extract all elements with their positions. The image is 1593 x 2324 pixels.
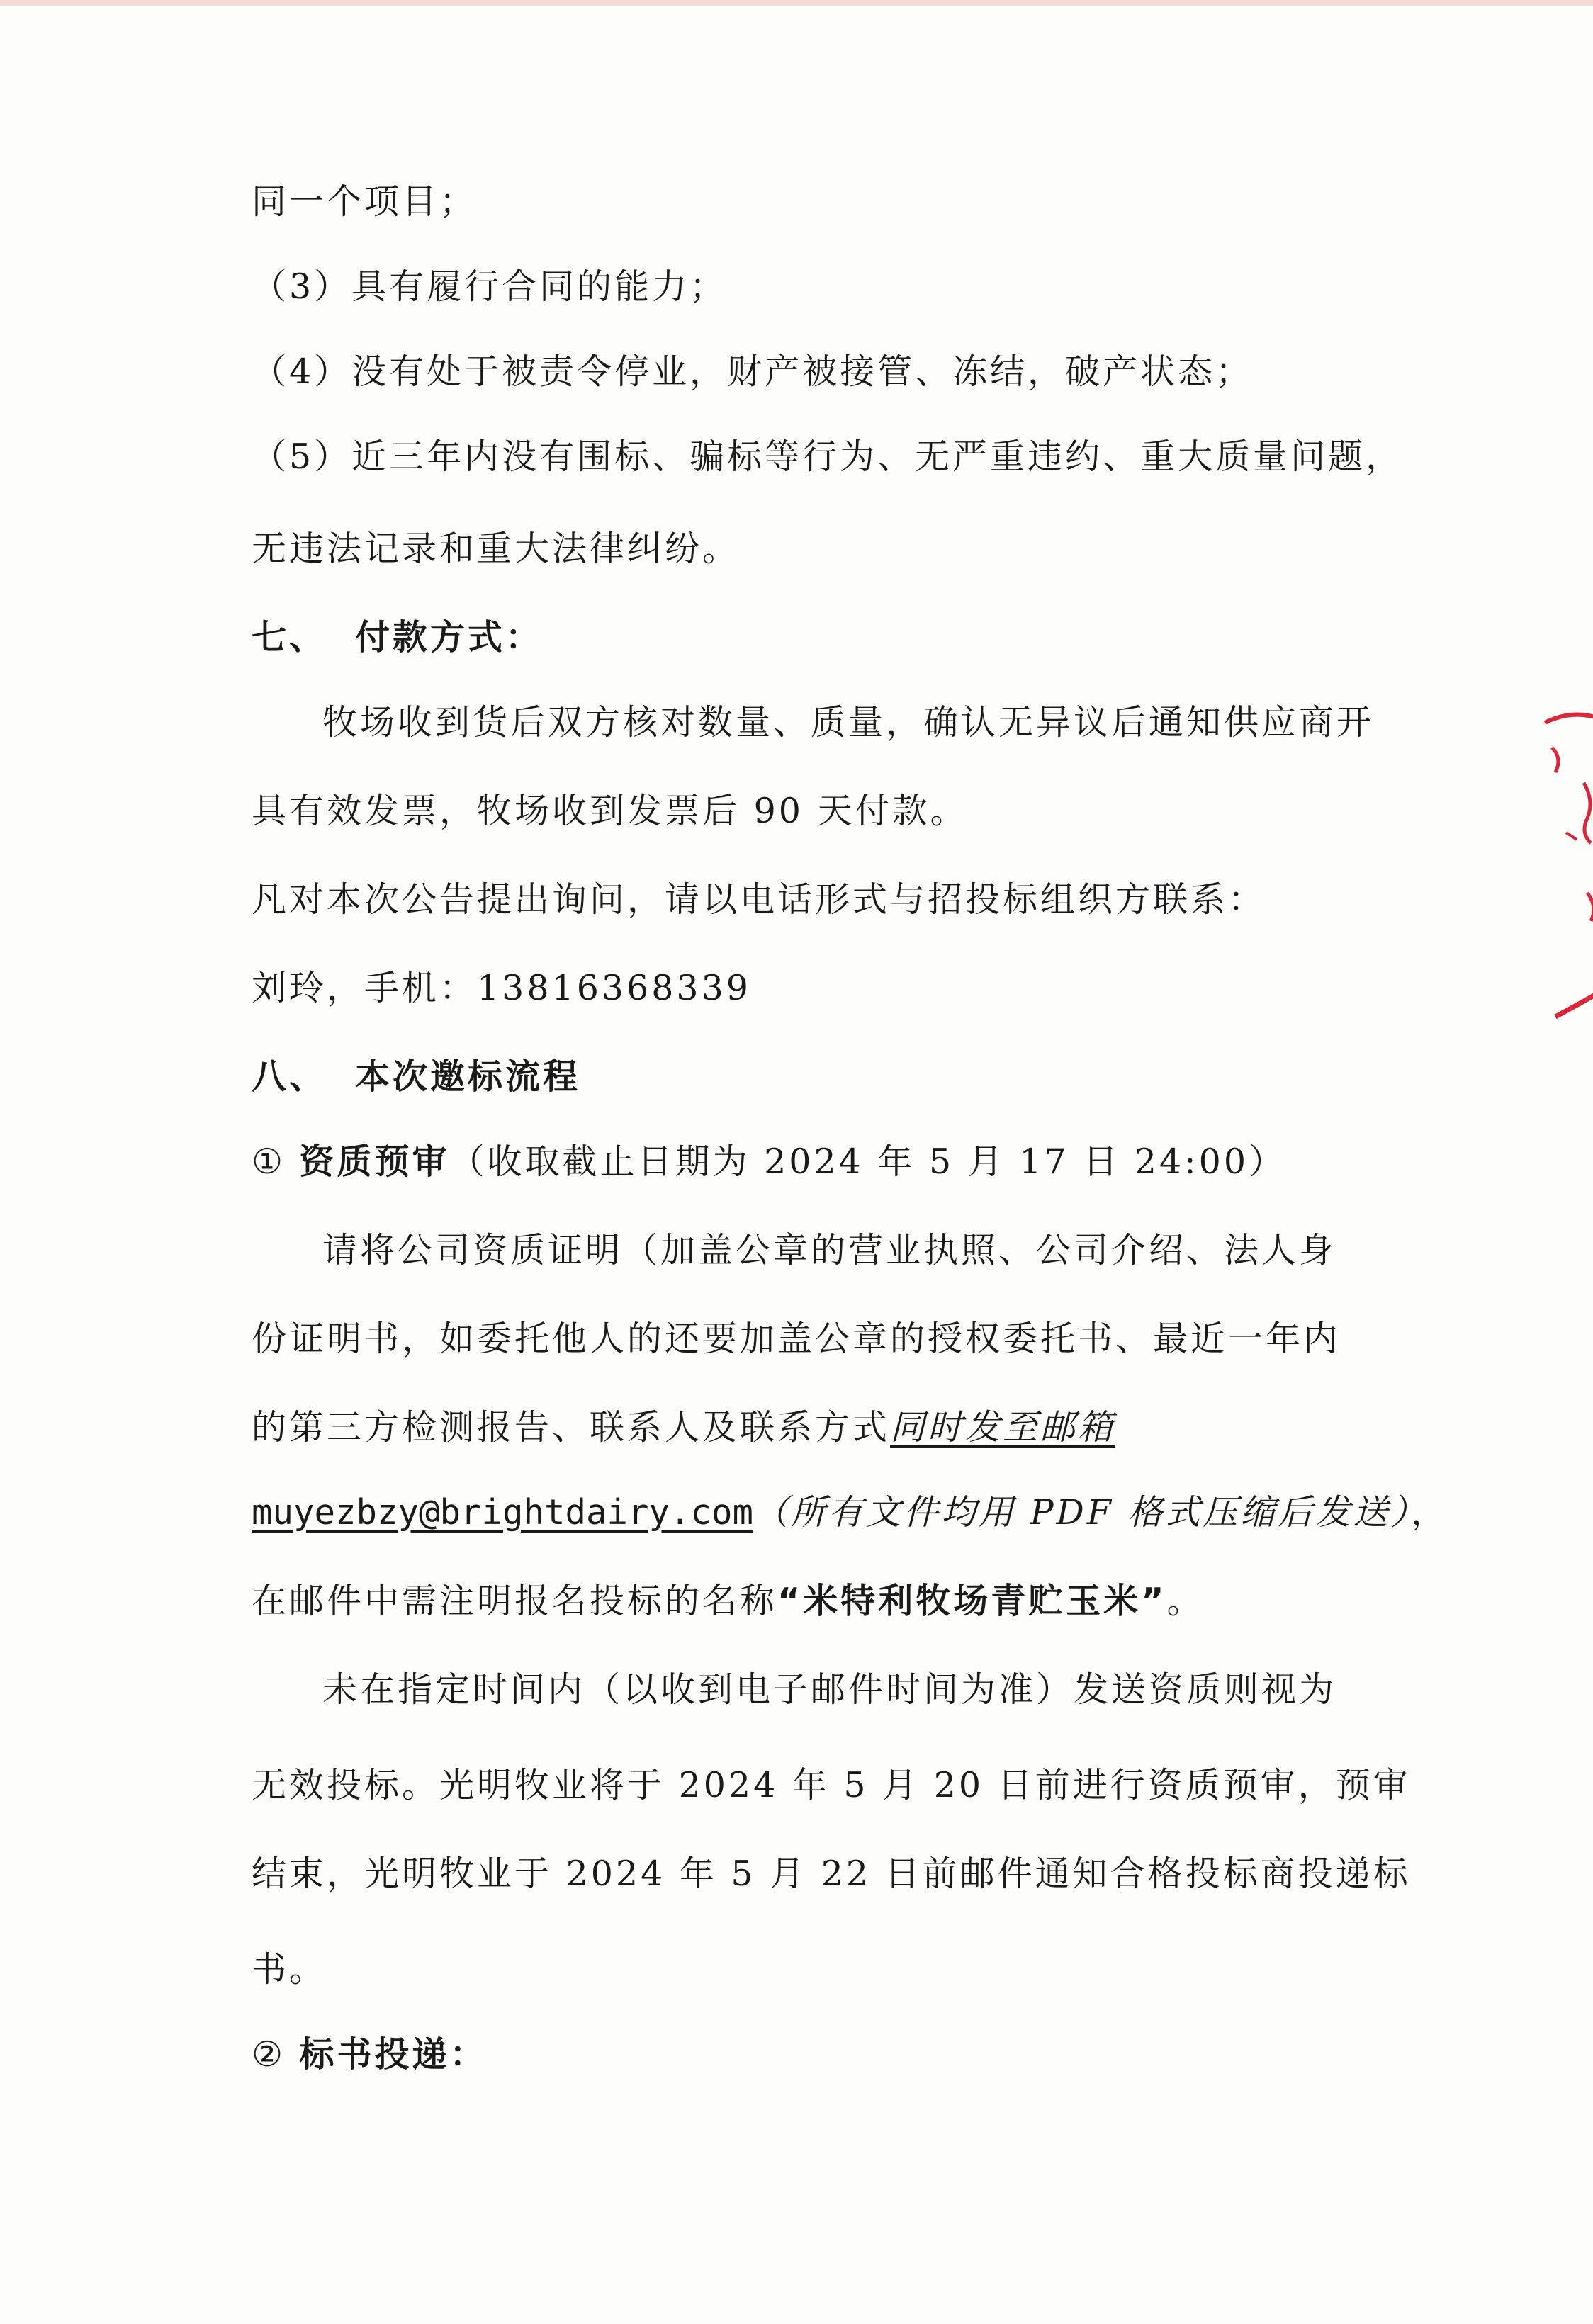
text-line: 无效投标。光明牧业将于 2024 年 5 月 20 日前进行资质预审，预审 (252, 1765, 1411, 1805)
section-title: 付款方式： (355, 617, 544, 658)
text-line: （5）近三年内没有围标、骗标等行为、无严重违约、重大质量问题， (252, 436, 1404, 477)
step-title: 资质预审 (299, 1141, 450, 1182)
text-line: （3）具有履行合同的能力； (252, 266, 728, 307)
text-line: 凡对本次公告提出询问，请以电话形式与招投标组织方联系： (252, 879, 1266, 920)
text-line: （4）没有处于被责令停业，财产被接管、冻结，破产状态； (252, 351, 1254, 392)
section-heading-payment (252, 616, 543, 659)
step-heading-submission (252, 2034, 488, 2076)
step-number: ① (252, 1141, 286, 1182)
text-line (252, 1580, 1204, 1623)
section-heading-process (252, 1056, 580, 1098)
email-line (252, 1491, 1448, 1534)
text-line: 同一个项目； (252, 181, 478, 222)
punctuation: 。 (1166, 1581, 1205, 1621)
email-address: muyezbzy@brightdairy.com (252, 1492, 754, 1533)
text-line: 无违法记录和重大法律纠纷。 (252, 529, 741, 569)
step-heading-prequalification (252, 1141, 1286, 1183)
emphasis-text: 同时发至邮箱 (890, 1407, 1116, 1448)
project-name: “米特利牧场青贮玉米” (777, 1581, 1167, 1621)
text-line: 牧场收到货后双方核对数量、质量，确认无异议后通知供应商开 (322, 702, 1375, 743)
text-line: 未在指定时间内（以收到电子邮件时间为准）发送资质则视为 (322, 1669, 1337, 1710)
text-line: 份证明书，如委托他人的还要加盖公章的授权委托书、最近一年内 (252, 1319, 1341, 1359)
punctuation: ， (1410, 1492, 1448, 1533)
text-span: 的第三方检测报告、联系人及联系方式 (252, 1407, 891, 1448)
text-line: 书。 (252, 1949, 327, 1990)
step-title: 标书投递： (299, 2034, 488, 2075)
text-line (252, 1406, 1115, 1449)
section-number: 八、 (252, 1056, 327, 1097)
text-span: 在邮件中需注明报名投标的名称 (252, 1581, 778, 1621)
contact-line: 刘玲，手机：13816368339 (252, 968, 751, 1008)
section-title: 本次邀标流程 (355, 1056, 581, 1097)
text-line: 具有效发票，牧场收到发票后 90 天付款。 (252, 791, 968, 831)
file-format-note: （所有文件均用 PDF 格式压缩后发送） (753, 1492, 1411, 1533)
text-line: 请将公司资质证明（加盖公章的营业执照、公司介绍、法人身 (322, 1230, 1337, 1270)
section-number: 七、 (252, 617, 327, 658)
red-seal-stamp-fragment (1524, 680, 1593, 1034)
step-deadline: （收取截止日期为 2024 年 5 月 17 日 24:00） (449, 1141, 1286, 1182)
page-top-edge (0, 0, 1593, 6)
step-number: ② (252, 2034, 286, 2075)
text-line: 结束，光明牧业于 2024 年 5 月 22 日前邮件通知合格投标商投递标 (252, 1854, 1411, 1894)
